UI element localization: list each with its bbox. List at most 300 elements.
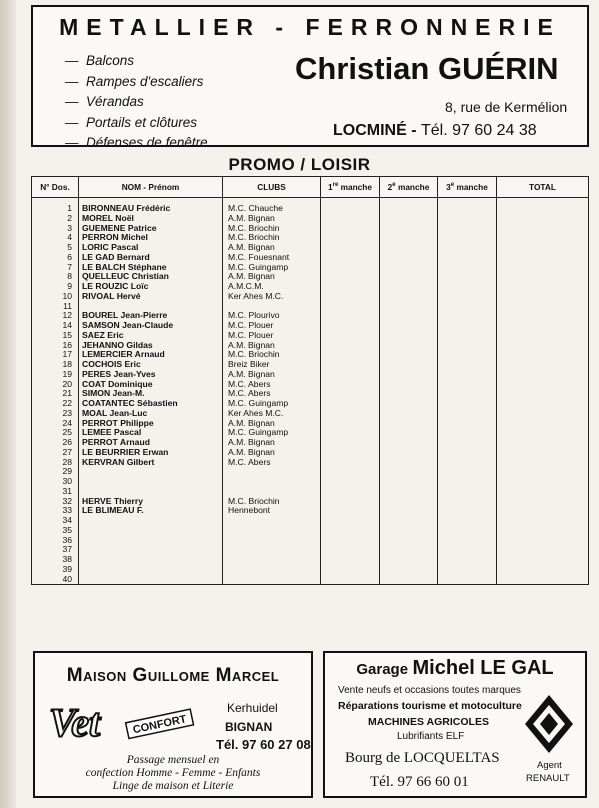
manche-2-cell: [380, 350, 438, 360]
table-row: [32, 516, 589, 526]
manche-1-cell: [321, 214, 380, 224]
name-cell: [79, 526, 223, 536]
club-cell: M.C. Fouesnant: [223, 253, 321, 263]
name-cell: [79, 575, 223, 585]
header-manche-1: 1re manche: [321, 177, 380, 198]
club-cell: M.C. Briochin: [223, 350, 321, 360]
manche-2-cell: [380, 536, 438, 546]
dossard-cell: 9: [32, 282, 79, 292]
dossard-cell: 40: [32, 575, 79, 585]
manche-3-cell: [438, 409, 497, 419]
manche-2-cell: [380, 263, 438, 273]
table-row: [32, 565, 589, 575]
svg-text:Vet: Vet: [49, 700, 101, 745]
manche-3-cell: [438, 380, 497, 390]
dossard-cell: 15: [32, 331, 79, 341]
manche-2-cell: [380, 198, 438, 214]
manche-1-cell: [321, 467, 380, 477]
manche-1-cell: [321, 448, 380, 458]
dossard-cell: 33: [32, 506, 79, 516]
manche-3-cell: [438, 565, 497, 575]
ad-guillome-town: BIGNAN: [225, 720, 273, 734]
manche-1-cell: [321, 516, 380, 526]
manche-3-cell: [438, 487, 497, 497]
ad-town: LOCMINÉ -: [333, 122, 417, 139]
name-cell: LE BEURRIER Erwan: [79, 448, 223, 458]
total-cell: [497, 516, 589, 526]
club-cell: M.C. Plourivo: [223, 311, 321, 321]
name-cell: [79, 467, 223, 477]
table-row: [32, 253, 589, 263]
manche-3-cell: [438, 575, 497, 585]
table-row: [32, 282, 589, 292]
name-cell: SAMSON Jean-Claude: [79, 321, 223, 331]
club-cell: A.M. Bignan: [223, 370, 321, 380]
table-row: [32, 243, 589, 253]
manche-1-cell: [321, 302, 380, 312]
manche-3-cell: [438, 311, 497, 321]
dossard-cell: 3: [32, 224, 79, 234]
total-cell: [497, 198, 589, 214]
manche-3-cell: [438, 506, 497, 516]
total-cell: [497, 555, 589, 565]
ad-garage-agent: Agent: [537, 760, 562, 771]
name-cell: MOREL Noël: [79, 214, 223, 224]
manche-1-cell: [321, 419, 380, 429]
manche-1-cell: [321, 487, 380, 497]
club-cell: A.M.C.M.: [223, 282, 321, 292]
total-cell: [497, 292, 589, 302]
club-cell: M.C. Briochin: [223, 497, 321, 507]
dossard-cell: 5: [32, 243, 79, 253]
club-cell: A.M. Bignan: [223, 243, 321, 253]
club-cell: M.C. Chauche: [223, 198, 321, 214]
manche-1-cell: [321, 360, 380, 370]
header-manche-2: 2e manche: [380, 177, 438, 198]
manche-1-cell: [321, 399, 380, 409]
total-cell: [497, 243, 589, 253]
table-row: [32, 214, 589, 224]
total-cell: [497, 467, 589, 477]
dossard-cell: 12: [32, 311, 79, 321]
name-cell: SIMON Jean-M.: [79, 389, 223, 399]
total-cell: [497, 506, 589, 516]
table-row: [32, 467, 589, 477]
dossard-cell: 29: [32, 467, 79, 477]
club-cell: Ker Ahes M.C.: [223, 409, 321, 419]
ad-company-name: Christian GUÉRIN: [295, 51, 559, 86]
dossard-cell: 20: [32, 380, 79, 390]
manche-2-cell: [380, 555, 438, 565]
manche-2-cell: [380, 253, 438, 263]
header-total: TOTAL: [497, 177, 589, 198]
total-cell: [497, 263, 589, 273]
club-cell: M.C. Guingamp: [223, 399, 321, 409]
ad-garage-label: Garage: [356, 661, 409, 678]
manche-3-cell: [438, 467, 497, 477]
ad-guillome-locality: Kerhuidel: [227, 701, 278, 715]
renault-logo-icon: [523, 693, 575, 755]
manche-3-cell: [438, 198, 497, 214]
dossard-cell: 39: [32, 565, 79, 575]
dossard-cell: 2: [32, 214, 79, 224]
club-cell: M.C. Abers: [223, 458, 321, 468]
manche-3-cell: [438, 302, 497, 312]
table-row: [32, 350, 589, 360]
manche-1-cell: [321, 526, 380, 536]
ad-guillome-phone: Tél. 97 60 27 08: [216, 737, 311, 752]
manche-2-cell: [380, 341, 438, 351]
table-row: [32, 380, 589, 390]
manche-1-cell: [321, 506, 380, 516]
manche-3-cell: [438, 458, 497, 468]
table-row: [32, 360, 589, 370]
manche-1-cell: [321, 370, 380, 380]
manche-2-cell: [380, 467, 438, 477]
club-cell: A.M. Bignan: [223, 419, 321, 429]
dossard-cell: 19: [32, 370, 79, 380]
ad-trade-heading: METALLIER - FERRONNERIE: [59, 14, 561, 40]
table-row: [32, 370, 589, 380]
manche-3-cell: [438, 526, 497, 536]
ad-guillome: [33, 651, 313, 798]
total-cell: [497, 399, 589, 409]
dossard-cell: 21: [32, 389, 79, 399]
dossard-cell: 6: [32, 253, 79, 263]
name-cell: PERROT Arnaud: [79, 438, 223, 448]
manche-1-cell: [321, 292, 380, 302]
section-title: PROMO / LOISIR: [228, 155, 371, 174]
name-cell: GUEMENE Patrice: [79, 224, 223, 234]
ad-garage-line: Vente neufs et occasions toutes marques: [338, 685, 521, 696]
header-dossard: N° Dos.: [32, 177, 79, 198]
name-cell: LEMERCIER Arnaud: [79, 350, 223, 360]
manche-1-cell: [321, 233, 380, 243]
total-cell: [497, 487, 589, 497]
manche-3-cell: [438, 428, 497, 438]
club-cell: [223, 565, 321, 575]
club-cell: A.M. Bignan: [223, 438, 321, 448]
service-item: — Vérandas: [65, 92, 208, 113]
dossard-cell: 17: [32, 350, 79, 360]
service-item: — Rampes d'escaliers: [65, 72, 208, 93]
name-cell: RIVOAL Hervé: [79, 292, 223, 302]
dossard-cell: 24: [32, 419, 79, 429]
dossard-cell: 18: [32, 360, 79, 370]
total-cell: [497, 448, 589, 458]
club-cell: [223, 467, 321, 477]
manche-1-cell: [321, 477, 380, 487]
name-cell: LEMEE Pascal: [79, 428, 223, 438]
dossard-cell: 27: [32, 448, 79, 458]
name-cell: LE BALCH Stéphane: [79, 263, 223, 273]
name-cell: JEHANNO Gildas: [79, 341, 223, 351]
manche-3-cell: [438, 477, 497, 487]
dossard-cell: 31: [32, 487, 79, 497]
name-cell: LORIC Pascal: [79, 243, 223, 253]
header-club: CLUBS: [223, 177, 321, 198]
manche-2-cell: [380, 506, 438, 516]
club-cell: Breiz Biker: [223, 360, 321, 370]
total-cell: [497, 389, 589, 399]
total-cell: [497, 214, 589, 224]
ad-garage-address: Bourg de LOCQUELTAS: [345, 750, 500, 766]
table-row: [32, 419, 589, 429]
name-cell: COATANTEC Sébastien: [79, 399, 223, 409]
table-row: [32, 428, 589, 438]
service-item: — Balcons: [65, 51, 208, 72]
manche-1-cell: [321, 350, 380, 360]
table-row: [32, 497, 589, 507]
manche-2-cell: [380, 477, 438, 487]
total-cell: [497, 545, 589, 555]
dossard-cell: 32: [32, 497, 79, 507]
dossard-cell: 10: [32, 292, 79, 302]
manche-2-cell: [380, 360, 438, 370]
manche-3-cell: [438, 272, 497, 282]
manche-2-cell: [380, 458, 438, 468]
table-row: [32, 321, 589, 331]
service-item: — Portails et clôtures: [65, 113, 208, 134]
name-cell: PERROT Philippe: [79, 419, 223, 429]
total-cell: [497, 302, 589, 312]
manche-2-cell: [380, 399, 438, 409]
manche-2-cell: [380, 302, 438, 312]
manche-3-cell: [438, 233, 497, 243]
manche-3-cell: [438, 516, 497, 526]
total-cell: [497, 233, 589, 243]
total-cell: [497, 350, 589, 360]
total-cell: [497, 565, 589, 575]
dossard-cell: 7: [32, 263, 79, 273]
manche-1-cell: [321, 321, 380, 331]
manche-3-cell: [438, 555, 497, 565]
dossard-cell: 26: [32, 438, 79, 448]
dossard-cell: 1: [32, 198, 79, 214]
name-cell: COCHOIS Eric: [79, 360, 223, 370]
manche-2-cell: [380, 224, 438, 234]
manche-3-cell: [438, 292, 497, 302]
manche-2-cell: [380, 487, 438, 497]
ad-metallier: [31, 5, 589, 150]
manche-1-cell: [321, 243, 380, 253]
club-cell: [223, 516, 321, 526]
total-cell: [497, 438, 589, 448]
name-cell: [79, 477, 223, 487]
manche-3-cell: [438, 399, 497, 409]
manche-3-cell: [438, 497, 497, 507]
ad-guillome-line: Linge de maison et Literie: [112, 780, 234, 792]
total-cell: [497, 321, 589, 331]
manche-1-cell: [321, 428, 380, 438]
manche-2-cell: [380, 243, 438, 253]
total-cell: [497, 428, 589, 438]
manche-3-cell: [438, 341, 497, 351]
table-row: [32, 272, 589, 282]
manche-1-cell: [321, 198, 380, 214]
name-cell: LE BLIMEAU F.: [79, 506, 223, 516]
table-row: [32, 555, 589, 565]
name-cell: LE ROUZIC Loïc: [79, 282, 223, 292]
club-cell: [223, 575, 321, 585]
manche-2-cell: [380, 233, 438, 243]
ad-guillome-line: confection Homme - Femme - Enfants: [85, 767, 261, 779]
manche-2-cell: [380, 516, 438, 526]
manche-2-cell: [380, 380, 438, 390]
manche-2-cell: [380, 292, 438, 302]
club-cell: M.C. Guingamp: [223, 428, 321, 438]
manche-3-cell: [438, 331, 497, 341]
club-cell: [223, 526, 321, 536]
header-manche-3: 3e manche: [438, 177, 497, 198]
table-row: [32, 409, 589, 419]
total-cell: [497, 272, 589, 282]
club-cell: M.C. Abers: [223, 380, 321, 390]
name-cell: QUELLEUC Christian: [79, 272, 223, 282]
manche-3-cell: [438, 536, 497, 546]
dossard-cell: 23: [32, 409, 79, 419]
table-row: [32, 233, 589, 243]
manche-1-cell: [321, 380, 380, 390]
ad-garage-line: Réparations tourisme et motoculture: [338, 700, 522, 712]
name-cell: LE GAD Bernard: [79, 253, 223, 263]
manche-3-cell: [438, 350, 497, 360]
manche-2-cell: [380, 272, 438, 282]
club-cell: A.M. Bignan: [223, 448, 321, 458]
club-cell: A.M. Bignan: [223, 214, 321, 224]
manche-1-cell: [321, 545, 380, 555]
manche-2-cell: [380, 389, 438, 399]
manche-2-cell: [380, 311, 438, 321]
ad-garage-line: MACHINES AGRICOLES: [368, 716, 489, 728]
name-cell: HERVE Thierry: [79, 497, 223, 507]
total-cell: [497, 253, 589, 263]
service-item: — Défenses de fenêtre: [65, 133, 208, 154]
total-cell: [497, 341, 589, 351]
table-row: [32, 198, 589, 214]
name-cell: [79, 487, 223, 497]
club-cell: M.C. Plouer: [223, 321, 321, 331]
table-row: [32, 477, 589, 487]
dossard-cell: 36: [32, 536, 79, 546]
manche-2-cell: [380, 565, 438, 575]
ad-guillome-title: Maison Guillome Marcel: [66, 665, 280, 686]
total-cell: [497, 497, 589, 507]
ad-garage-line: Lubrifiants ELF: [397, 731, 465, 742]
manche-1-cell: [321, 311, 380, 321]
manche-3-cell: [438, 214, 497, 224]
dossard-cell: 38: [32, 555, 79, 565]
dossard-cell: 28: [32, 458, 79, 468]
total-cell: [497, 575, 589, 585]
total-cell: [497, 370, 589, 380]
dossard-cell: 8: [32, 272, 79, 282]
manche-1-cell: [321, 497, 380, 507]
manche-1-cell: [321, 438, 380, 448]
vet-confort-logo: [47, 696, 197, 750]
manche-1-cell: [321, 575, 380, 585]
club-cell: M.C. Abers: [223, 389, 321, 399]
manche-3-cell: [438, 370, 497, 380]
ad-garage: [323, 651, 587, 798]
dossard-cell: 11: [32, 302, 79, 312]
manche-2-cell: [380, 448, 438, 458]
ad-guillome-description: [35, 754, 311, 793]
total-cell: [497, 477, 589, 487]
name-cell: MOAL Jean-Luc: [79, 409, 223, 419]
manche-3-cell: [438, 419, 497, 429]
total-cell: [497, 331, 589, 341]
svg-text:CONFORT: CONFORT: [131, 713, 188, 737]
table-row: [32, 506, 589, 516]
manche-2-cell: [380, 438, 438, 448]
total-cell: [497, 224, 589, 234]
manche-2-cell: [380, 575, 438, 585]
club-cell: M.C. Briochin: [223, 233, 321, 243]
club-cell: [223, 555, 321, 565]
manche-3-cell: [438, 448, 497, 458]
table-row: [32, 311, 589, 321]
manche-1-cell: [321, 263, 380, 273]
table-header-row: [32, 177, 589, 198]
results-table: [31, 176, 589, 585]
table-row: [32, 302, 589, 312]
total-cell: [497, 536, 589, 546]
total-cell: [497, 360, 589, 370]
manche-2-cell: [380, 214, 438, 224]
club-cell: A.M. Bignan: [223, 272, 321, 282]
manche-2-cell: [380, 545, 438, 555]
club-cell: [223, 487, 321, 497]
dossard-cell: 35: [32, 526, 79, 536]
manche-1-cell: [321, 565, 380, 575]
manche-3-cell: [438, 389, 497, 399]
ad-services-list: [65, 51, 208, 154]
results-body: [32, 198, 589, 585]
manche-3-cell: [438, 545, 497, 555]
table-row: [32, 448, 589, 458]
total-cell: [497, 409, 589, 419]
manche-3-cell: [438, 243, 497, 253]
table-row: [32, 458, 589, 468]
manche-1-cell: [321, 253, 380, 263]
manche-3-cell: [438, 360, 497, 370]
manche-3-cell: [438, 282, 497, 292]
club-cell: Hennebont: [223, 506, 321, 516]
club-cell: A.M. Bignan: [223, 341, 321, 351]
manche-2-cell: [380, 497, 438, 507]
ad-guillome-line: Passage mensuel en: [126, 754, 220, 766]
dossard-cell: 34: [32, 516, 79, 526]
club-cell: [223, 302, 321, 312]
ad-garage-brand: RENAULT: [526, 773, 570, 784]
name-cell: COAT Dominique: [79, 380, 223, 390]
manche-2-cell: [380, 409, 438, 419]
page-binding-edge: [0, 0, 16, 808]
name-cell: [79, 516, 223, 526]
club-cell: M.C. Plouer: [223, 331, 321, 341]
manche-1-cell: [321, 458, 380, 468]
table-row: [32, 292, 589, 302]
name-cell: [79, 302, 223, 312]
name-cell: [79, 545, 223, 555]
table-row: [32, 389, 589, 399]
manche-1-cell: [321, 272, 380, 282]
table-row: [32, 536, 589, 546]
manche-2-cell: [380, 419, 438, 429]
manche-2-cell: [380, 331, 438, 341]
ad-phone: Tél. 97 60 24 38: [421, 122, 537, 139]
